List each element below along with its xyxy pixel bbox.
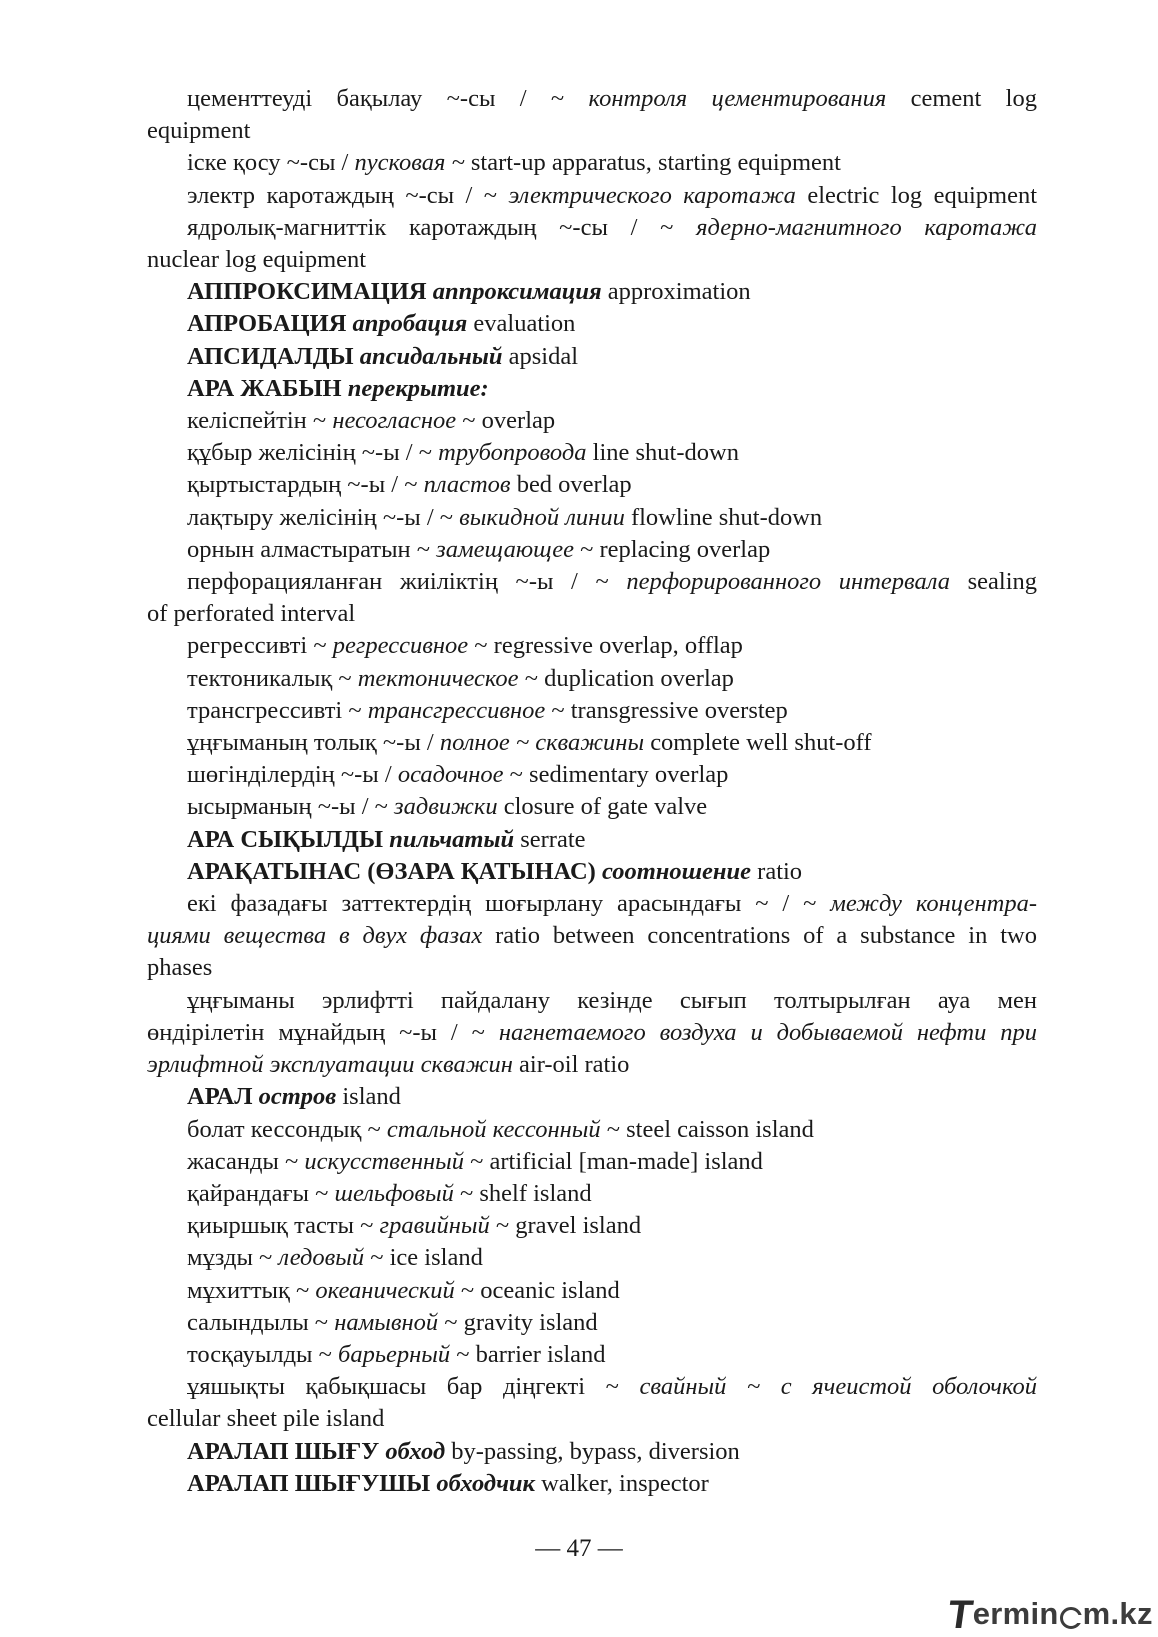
term-headword: обходчик: [436, 1469, 535, 1497]
term-headword: АПСИДАЛДЫ: [187, 342, 360, 370]
text-line: [147, 952, 1037, 984]
term-text: шөгінділердің ~-ы /: [187, 761, 398, 789]
term-headword: соотношение: [601, 857, 752, 885]
term-text: ысырманың ~-ы / ~: [187, 793, 395, 821]
term-text: ~ overlap: [456, 407, 556, 435]
text-line: [147, 437, 1037, 469]
text-line: [147, 373, 1037, 405]
term-text: қыртыстардың ~-ы / ~: [187, 471, 424, 499]
russian-term: полное ~ скважины: [439, 729, 645, 757]
text-line: [147, 1146, 1037, 1178]
russian-term: эрлифтной эксплуатации скважин: [147, 1051, 513, 1079]
text-line: [147, 1114, 1037, 1146]
text-line: [147, 147, 1037, 179]
term-text: перфорацияланған жиіліктің ~-ы / ~: [187, 568, 627, 596]
term-headword: остров: [258, 1083, 337, 1111]
term-text: nuclear log equipment: [147, 246, 367, 274]
russian-term: ядерно-магнитного каротажа: [696, 213, 1037, 241]
term-text: ~ transgressive overstep: [545, 696, 788, 724]
russian-term: замещающее: [436, 535, 574, 563]
term-text: ұңғыманың толық ~-ы /: [187, 729, 440, 757]
term-text: орнын алмастыратын ~: [187, 535, 437, 563]
term-headword: апсидальный: [359, 342, 503, 370]
text-line: [147, 1371, 1037, 1403]
term-text: жасанды ~: [187, 1147, 305, 1175]
term-text: болат кессондық ~: [187, 1115, 387, 1143]
text-line: [147, 276, 1037, 308]
text-line: [147, 856, 1037, 888]
term-text: start-up apparatus, starting equipment: [464, 149, 841, 177]
term-headword: АРАҚАТЫНАС (ӨЗАРА ҚАТЫНАС): [187, 857, 602, 885]
dictionary-text: [147, 83, 1037, 1500]
russian-term: выкидной линии: [459, 503, 625, 531]
term-headword: АРАЛАП ШЫҒУ: [187, 1437, 386, 1465]
russian-term: регрессивное: [332, 632, 469, 660]
term-text: электр каротаждың ~-сы / ~: [187, 181, 509, 209]
text-line: [147, 888, 1037, 920]
term-text: ұяшықты қабықшасы бар діңгекті ~: [187, 1373, 640, 1401]
term-text: салындылы ~: [187, 1308, 335, 1336]
text-line: [147, 985, 1037, 1017]
term-text: тосқауылды ~: [187, 1340, 339, 1368]
text-line: [147, 83, 1037, 115]
text-line: [147, 341, 1037, 373]
russian-term: шельфовый: [334, 1179, 454, 1207]
term-headword: АРА СЫҚЫЛДЫ: [187, 825, 390, 853]
watermark-text-mkz: m.kz: [1082, 1596, 1153, 1631]
term-headword: АРАЛ: [187, 1083, 259, 1111]
russian-term: задвижки: [394, 793, 498, 821]
russian-term: ледовый: [278, 1244, 365, 1272]
term-text: іске қосу ~-сы /: [187, 149, 355, 177]
text-line: [147, 244, 1037, 276]
text-line: [147, 598, 1037, 630]
text-line: [147, 1468, 1037, 1500]
term-text: цементтеуді бақылау ~-сы / ~: [187, 85, 589, 112]
russian-term: осадочное: [397, 761, 504, 789]
russian-term: барьерный: [338, 1340, 451, 1368]
text-line: [147, 1339, 1037, 1371]
term-text: bed overlap: [510, 471, 632, 499]
term-text: қиыршық тасты ~: [187, 1212, 380, 1240]
russian-term: искусственный: [304, 1147, 464, 1175]
russian-term: тектоническое: [357, 664, 519, 692]
text-line: [147, 759, 1037, 791]
term-text: ratio between concentrations of a substance in two: [482, 922, 1037, 950]
term-text: by-passing, bypass, diversion: [445, 1437, 740, 1465]
russian-term: циями вещества в двух фазах: [147, 922, 483, 950]
term-text: air-oil ratio: [512, 1051, 630, 1079]
text-line: [147, 534, 1037, 566]
text-line: [147, 1049, 1037, 1081]
term-text: electric log equipment: [795, 181, 1038, 209]
term-text: ~ gravity island: [438, 1308, 598, 1336]
termincom-watermark-logo: [944, 1593, 1153, 1637]
term-text: cellular sheet pile island: [147, 1405, 385, 1433]
russian-term: электрического каротажа: [508, 181, 796, 209]
term-headword: аппроксимация: [432, 278, 602, 306]
russian-term: перфорированного интервала: [626, 568, 950, 596]
russian-term: трубопровода: [438, 439, 587, 467]
term-text: лақтыру желісінің ~-ы / ~: [187, 503, 460, 531]
term-text: ~ shelf island: [453, 1179, 592, 1207]
term-text: трансгрессивті ~: [187, 696, 368, 724]
term-text: ~ replacing overlap: [573, 535, 771, 563]
term-text: құбыр желісінің ~-ы / ~: [187, 439, 439, 467]
term-text: equipment: [147, 117, 251, 145]
russian-term: намывной: [334, 1308, 439, 1336]
term-headword: АППРОКСИМАЦИЯ: [187, 278, 433, 306]
text-line: [147, 1307, 1037, 1339]
russian-term: гравийный: [379, 1212, 490, 1240]
russian-term: свайный ~ с ячеистой оболочкой: [639, 1373, 1037, 1401]
term-text: ядролық-магниттік каротаждың ~-сы / ~: [187, 213, 697, 241]
russian-term: стальной кессонный: [386, 1115, 601, 1143]
text-line: [147, 1436, 1037, 1468]
term-text: line shut-down: [586, 439, 739, 467]
term-headword: апробация: [352, 310, 468, 338]
term-text: ~ sedimentary overlap: [503, 761, 729, 789]
term-text: serrate: [514, 825, 586, 853]
text-line: [147, 180, 1037, 212]
term-text: келіспейтін ~: [187, 407, 333, 435]
text-line: [147, 1178, 1037, 1210]
term-text: of perforated interval: [147, 600, 356, 628]
text-line: [147, 308, 1037, 340]
russian-term: пластов: [423, 471, 511, 499]
term-text: approximation: [601, 278, 751, 306]
term-text: ~ artificial [man-made] island: [463, 1147, 763, 1175]
term-text: ~ steel caisson island: [600, 1115, 814, 1143]
term-text: apsidal: [502, 342, 579, 370]
text-line: [147, 1242, 1037, 1274]
term-text: island: [336, 1083, 401, 1111]
term-text: мұзды ~: [187, 1244, 279, 1272]
term-text: flowline shut-down: [624, 503, 823, 531]
term-text: ~ ice island: [364, 1244, 483, 1272]
term-text: sealing: [949, 568, 1038, 596]
text-line: [147, 1081, 1037, 1113]
text-line: [147, 502, 1037, 534]
term-headword: АРА ЖАБЫН: [187, 374, 348, 402]
text-line: [147, 212, 1037, 244]
term-headword: АПРОБАЦИЯ: [187, 310, 353, 338]
term-text: ~ regressive overlap, offlap: [468, 632, 743, 660]
text-line: [147, 1017, 1037, 1049]
term-headword: обход: [385, 1437, 446, 1465]
term-text: ~ duplication overlap: [518, 664, 734, 692]
text-line: [147, 1275, 1037, 1307]
text-line: [147, 791, 1037, 823]
term-text: closure of gate valve: [497, 793, 708, 821]
russian-term: пусковая ~: [354, 149, 465, 177]
text-line: [147, 115, 1037, 147]
watermark-letter-t: T: [944, 1593, 976, 1637]
text-line: [147, 630, 1037, 662]
term-text: тектоникалық ~: [187, 664, 358, 692]
watermark-c-ring-icon: [1060, 1607, 1082, 1629]
text-line: [147, 695, 1037, 727]
russian-term: контроля цементирования: [588, 85, 887, 112]
text-line: [147, 824, 1037, 856]
term-text: қайрандағы ~: [187, 1179, 335, 1207]
term-text: ~ barrier island: [450, 1340, 606, 1368]
term-text: ratio: [751, 857, 803, 885]
term-text: phases: [147, 954, 213, 982]
term-headword: АРАЛАП ШЫҒУШЫ: [187, 1469, 437, 1497]
watermark-text-ermin: ermin: [972, 1596, 1059, 1631]
term-headword: пильчатый: [389, 825, 515, 853]
term-text: walker, inspector: [534, 1469, 709, 1497]
term-text: evaluation: [467, 310, 576, 338]
term-text: регрессивті ~: [187, 632, 333, 660]
text-line: [147, 469, 1037, 501]
text-line: [147, 727, 1037, 759]
text-line: [147, 405, 1037, 437]
russian-term: океанический: [315, 1276, 455, 1304]
term-headword: перекрытие:: [347, 374, 489, 402]
text-line: [147, 1210, 1037, 1242]
term-text: ~ oceanic island: [454, 1276, 620, 1304]
term-text: мұхиттық ~: [187, 1276, 316, 1304]
term-text: ~ gravel island: [489, 1212, 642, 1240]
russian-term: несогласное: [332, 407, 457, 435]
text-line: [147, 1403, 1037, 1435]
russian-term: трансгрессивное: [367, 696, 546, 724]
text-line: [147, 920, 1037, 952]
term-text: complete well shut-off: [644, 729, 872, 757]
russian-term: между концентра-: [830, 890, 1037, 918]
term-text: екі фазадағы заттектердің шоғырлану арасындағы ~ / ~: [187, 890, 831, 918]
term-text: ұңғыманы эрлифтті пайдалану кезінде сығып толтырылған ауа мен: [187, 986, 1037, 1014]
term-text: өндірілетін мұнайдың ~-ы / ~: [147, 1018, 499, 1046]
text-line: [147, 663, 1037, 695]
text-line: [147, 566, 1037, 598]
page-number: — 47 —: [535, 1535, 623, 1562]
russian-term: нагнетаемого воздуха и добываемой нефти при: [498, 1018, 1037, 1046]
term-text: cement log: [886, 85, 1037, 112]
